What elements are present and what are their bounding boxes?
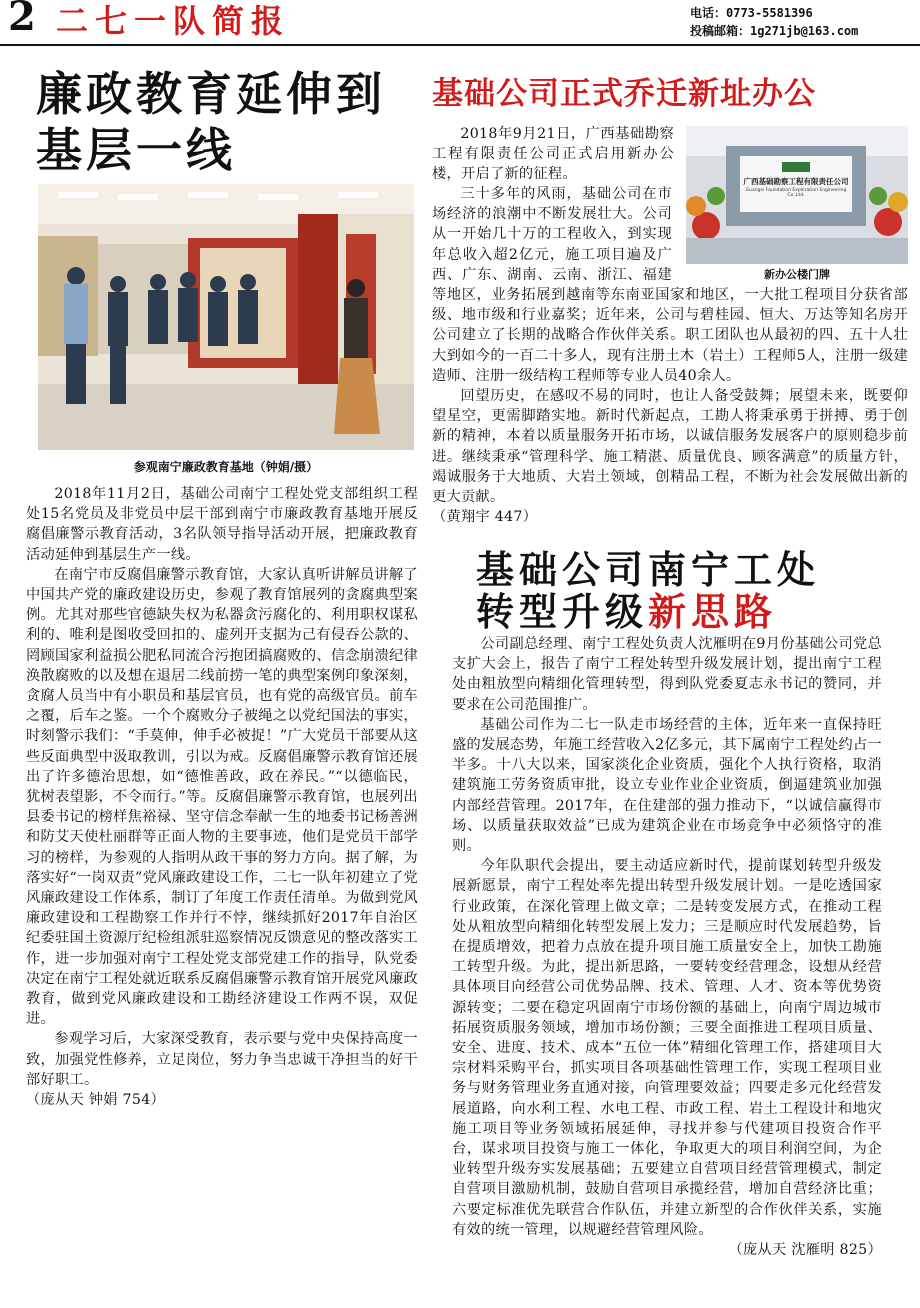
- signature: （黄翔宇 447）: [432, 509, 538, 526]
- paragraph: 三十多年的风雨，基础公司在市场经济的浪潮中不断发展壮大。公司从一开始几十万的工程收入，到实现年总收入超2亿元，施工项目遍及广西、广东、湖南、云南、浙江、福建等地区，业务拓展到越南等东南亚国家和地区，一大批工程项目分获省部级、地市级和行业嘉奖；近年来，公司与碧桂园、恒大、万达等知名房开公司建立了长期的战略合作伙伴关系。职工团队也从最初的四、五十人壮大到如今的一百二十多人，现有注册土木（岩土）工程师5人，注册一级建造师、注册一级结构工程师等专业人员40余人。: [432, 186, 908, 384]
- headline-black-part: 转型升级: [476, 590, 649, 634]
- headline-left-line2: 基层一线: [36, 123, 236, 177]
- article-bottom-right-body: [452, 634, 882, 1260]
- signature: （庞从天 沈雁明 825）: [728, 1242, 882, 1259]
- headline-bottom-right-line2: [476, 590, 777, 634]
- office-sign-subtext: Guangxi Foundation Exploration Engineering Co.,Ltd.: [745, 188, 847, 198]
- paragraph: 回望历史，在感叹不易的同时，也让人备受鼓舞；展望未来，既要仰望星空，更需脚踏实地。新时代新起点，工勘人将秉承勇于拼搏、勇于创新的精神，本着以质量服务开拓市场，以诚信服务发展客户的原则稳步前进。继续秉承“管理科学、施工精湛、质量优良、顾客满意”的质量方针，竭诚服务于大地质、大岩土领域，创精品工程，不断为社会发展做出新的更大贡献。: [432, 388, 908, 506]
- headline-left-line1: 廉政教育延伸到: [36, 67, 386, 121]
- headline-bottom-right-line1: 基础公司南宁工处: [476, 548, 821, 592]
- paragraph: 2018年9月21日，广西基础勘察工程有限责任公司正式启用新办公楼，开启了新的征程。: [432, 126, 674, 183]
- office-sign-text: 广西基础勘察工程有限责任公司: [743, 177, 849, 186]
- photo-education-base: [38, 184, 414, 450]
- header-rule: [0, 44, 920, 46]
- header-phone: 电话：0773-5581396: [690, 6, 813, 20]
- page-number: 2: [8, 0, 36, 40]
- paragraph: 今年队职代会提出，要主动适应新时代，提前谋划转型升级发展新愿景，南宁工程处率先提出转型升级发展计划。一是吃透国家行业政策，在深化管理上做文章；二是转变发展方式，在推动工程处从粗放型向精细化转型发展上发力；三是顺应时代发展趋势，旨在提质增效，把着力点放在提升项目施工质量安全上，加快工勘施工转型升级。为此，提出新思路，一要转变经营理念，设想从经营具体项目向经营公司优势品牌、技术、管理、人才、资本等优势资源转变；二要在稳定巩固南宁市场份额的基础上，向南宁周边城市拓展资质服务领域，增加市场份额；三要全面推进工程项目质量、安全、进度、技术、成本“五位一体”精细化管理工作，搭建项目大宗材料采购平台，抓实项目各项基础性管理工作，实现工程项目业务与财务管理业务直通对接，向管理要效益；四要走多元化经营发展道路，向水利工程、水电工程、市政工程、岩土工程设计和地灾施工项目等业务领域拓展延伸，寻找并参与代建项目投资合作平台，谋求项目投资与施工一体化，争取更大的项目利润空间，为企业转型升级夯实发展基础；五要建立自营项目经营管理模式，制定自营项目激励机制，鼓励自营项目承揽经营，增加自营经济比重；六要定标准优先联营合作队伍，并建立新型的合作伙伴关系，实施有效的统一管理，以规避经营管理风险。: [452, 858, 882, 1238]
- paragraph: 2018年11月2日，基础公司南宁工程处党支部组织工程处15名党员及非党员中层干部到南宁市廉政教育基地开展反腐倡廉警示教育活动，3名队领导指导活动开展，把廉政教育活动延伸到基层生产一线。: [26, 486, 418, 563]
- headline-red-part: 新思路: [648, 590, 778, 634]
- newsletter-title: 二七一队简报: [56, 2, 291, 40]
- paragraph: 公司副总经理、南宁工程处负责人沈雁明在9月份基础公司党总支扩大会上，报告了南宁工程处转型升级发展计划，提出南宁工程处由粗放型向精细化管理转型，得到队党委夏志永书记的赞同，并要求在公司范围推广。: [452, 636, 882, 713]
- headline-top-right: 基础公司正式乔迁新址办公: [432, 76, 816, 112]
- header-email: 投稿邮箱：1g271jb@163.com: [690, 24, 859, 38]
- article-top-right-intro: [432, 124, 674, 185]
- photo-caption-office: 新办公楼门牌: [764, 268, 830, 281]
- paragraph: 参观学习后，大家深受教育，表示要与党中央保持高度一致，加强党性修养，立足岗位，努力争当忠诚干净担当的好干部好职工。: [26, 1031, 418, 1088]
- paragraph: 在南宁市反腐倡廉警示教育馆，大家认真听讲解员讲解了中国共产党的廉政建设历史，参观了教育馆展列的贪腐典型案例。尤其对那些官德缺失权为私器贪污腐化的、利用职权谋私利的、唯利是图收受回扣的、虚列开支据为己有侵吞公款的、罔顾国家利益损公肥私同流合污抱团搞腐败的、信念崩溃纪律涣散腐败的以及想在退居二线前捞一笔的典型案例印象深刻，贪腐人员当中有小职员和基层官员，也有党的高级官员。前车之覆，后车之鉴。一个个腐败分子被绳之以党纪国法的事实，时刻警示我们：“手莫伸，伸手必被捉！”广大党员干部要从这些反面典型中汲取教训，引以为戒。反腐倡廉警示教育馆还展出了许多德治思想，如“德惟善政，政在养民。”“以德临民，犹树表望影，不令而行。”等。反腐倡廉警示教育馆，也展列出县委书记的榜样焦裕禄、坚守信念奉献一生的地委书记杨善洲和防艾天使杜丽群等正面人物的主要事迹，他们是党员干部学习的榜样，为参观的人指明从政干事的努力方向。据了解，为落实好“一岗双责”党风廉政建设工作，二七一队年初建立了党风廉政建设工作体系，制订了年度工作责任清单。为做到党风廉政建设和工程勘察工作并行不悖，继续抓好2017年自治区纪委驻国土资源厅纪检组派驻巡察情况反馈意见的整改落实工作，进一步加强对南宁工程处党支部党建工作的指导，队党委决定在南宁工程处就近联系反腐倡廉警示教育馆开展党风廉政教育，做到党风廉政建设和工勘经济建设工作两不误，双促进。: [26, 566, 418, 1028]
- photo-caption-left: 参观南宁廉政教育基地（钟娟/摄）: [133, 460, 319, 474]
- article-left-body: [26, 484, 418, 1110]
- signature: （庞从天 钟娟 754）: [26, 1092, 166, 1109]
- photo-float-spacer: [672, 184, 908, 284]
- article-top-right-body: [432, 184, 908, 527]
- paragraph: 基础公司作为二七一队走市场经营的主体，近年来一直保持旺盛的发展态势，年施工经营收入2亿多元，其下属南宁工程处约占一半多。十八大以来，国家淡化企业资质，强化个人执行资格，取消建筑施工劳务资质审批，设立专业作业企业资质，倒逼建筑业加强内部经营管理。2017年，在住建部的强力推动下，“以诚信赢得市场、以质量获取效益”已成为建筑企业在市场竞争中必须恪守的准则。: [452, 716, 882, 855]
